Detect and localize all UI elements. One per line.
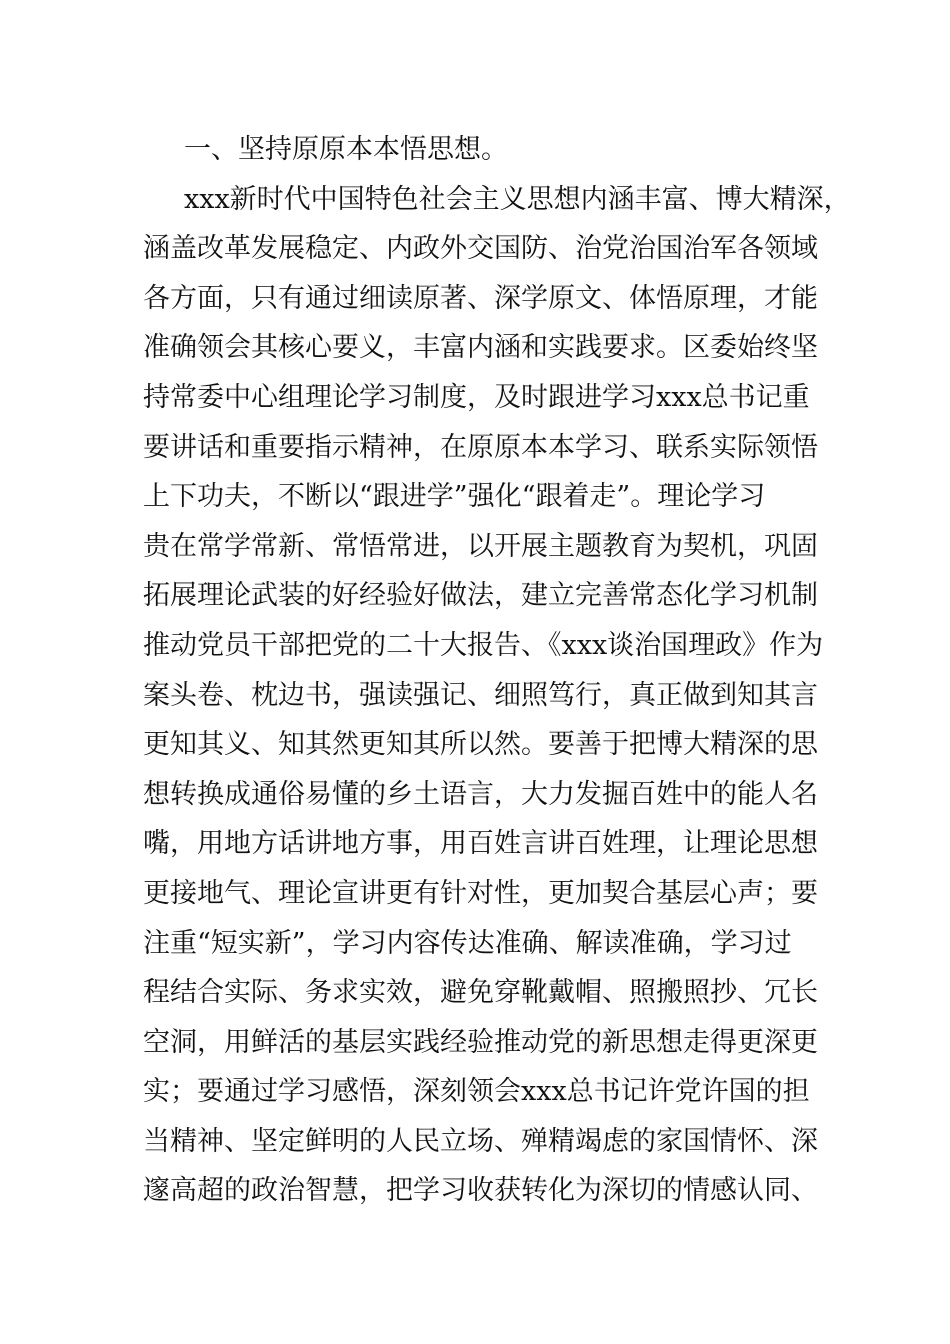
paragraph-line: 推动党员干部把党的二十大报告、《xxx谈治国理政》作为 xyxy=(143,629,824,661)
paragraph-line: 注重“短实新”，学习内容传达准确、解读准确，学习过 xyxy=(143,927,792,959)
paragraph-line: 案头卷、枕边书，强读强记、细照笃行，真正做到知其言 xyxy=(143,679,818,711)
paragraph-line: 各方面，只有通过细读原著、深学原文、体悟原理，才能 xyxy=(143,282,818,314)
document-body xyxy=(143,125,851,1216)
paragraph-line: 拓展理论武装的好经验好做法，建立完善常态化学习机制 xyxy=(143,580,818,612)
paragraph-line: xxx新时代中国特色社会主义思想内涵丰富、博大精深， xyxy=(184,183,851,215)
paragraph-line: 上下功夫，不断以“跟进学”强化“跟着走”。理论学习 xyxy=(143,481,766,513)
paragraph-line: 涵盖改革发展稳定、内政外交国防、治党治国治军各领域 xyxy=(143,233,818,265)
paragraph-line: 贵在常学常新、常悟常进，以开展主题教育为契机，巩固 xyxy=(143,530,818,562)
section-heading: 一、坚持原原本本悟思想。 xyxy=(184,134,508,165)
paragraph-line: 想转换成通俗易懂的乡土语言，大力发掘百姓中的能人名 xyxy=(143,778,818,810)
paragraph-line: 邃高超的政治智慧，把学习收获转化为深切的情感认同、 xyxy=(143,1175,818,1207)
paragraph-line: 实；要通过学习感悟，深刻领会xxx总书记许党许国的担 xyxy=(143,1076,810,1108)
paragraph-line: 准确领会其核心要义，丰富内涵和实践要求。区委始终坚 xyxy=(143,332,818,364)
paragraph-line: 更知其义、知其然更知其所以然。要善于把博大精深的思 xyxy=(143,729,818,761)
paragraph-line: 持常委中心组理论学习制度，及时跟进学习xxx总书记重 xyxy=(143,381,810,413)
paragraph-line: 要讲话和重要指示精神，在原原本本学习、联系实际领悟 xyxy=(143,431,818,463)
paragraph-line: 当精神、坚定鲜明的人民立场、殚精竭虑的家国情怀、深 xyxy=(143,1125,818,1157)
paragraph-line: 空洞，用鲜活的基层实践经验推动党的新思想走得更深更 xyxy=(143,1026,818,1058)
paragraph-line: 更接地气、理论宣讲更有针对性，更加契合基层心声；要 xyxy=(143,877,818,909)
paragraph-line: 程结合实际、务求实效，避免穿靴戴帽、照搬照抄、冗长 xyxy=(143,977,818,1009)
paragraph-line: 嘴，用地方话讲地方事，用百姓言讲百姓理，让理论思想 xyxy=(143,828,818,860)
